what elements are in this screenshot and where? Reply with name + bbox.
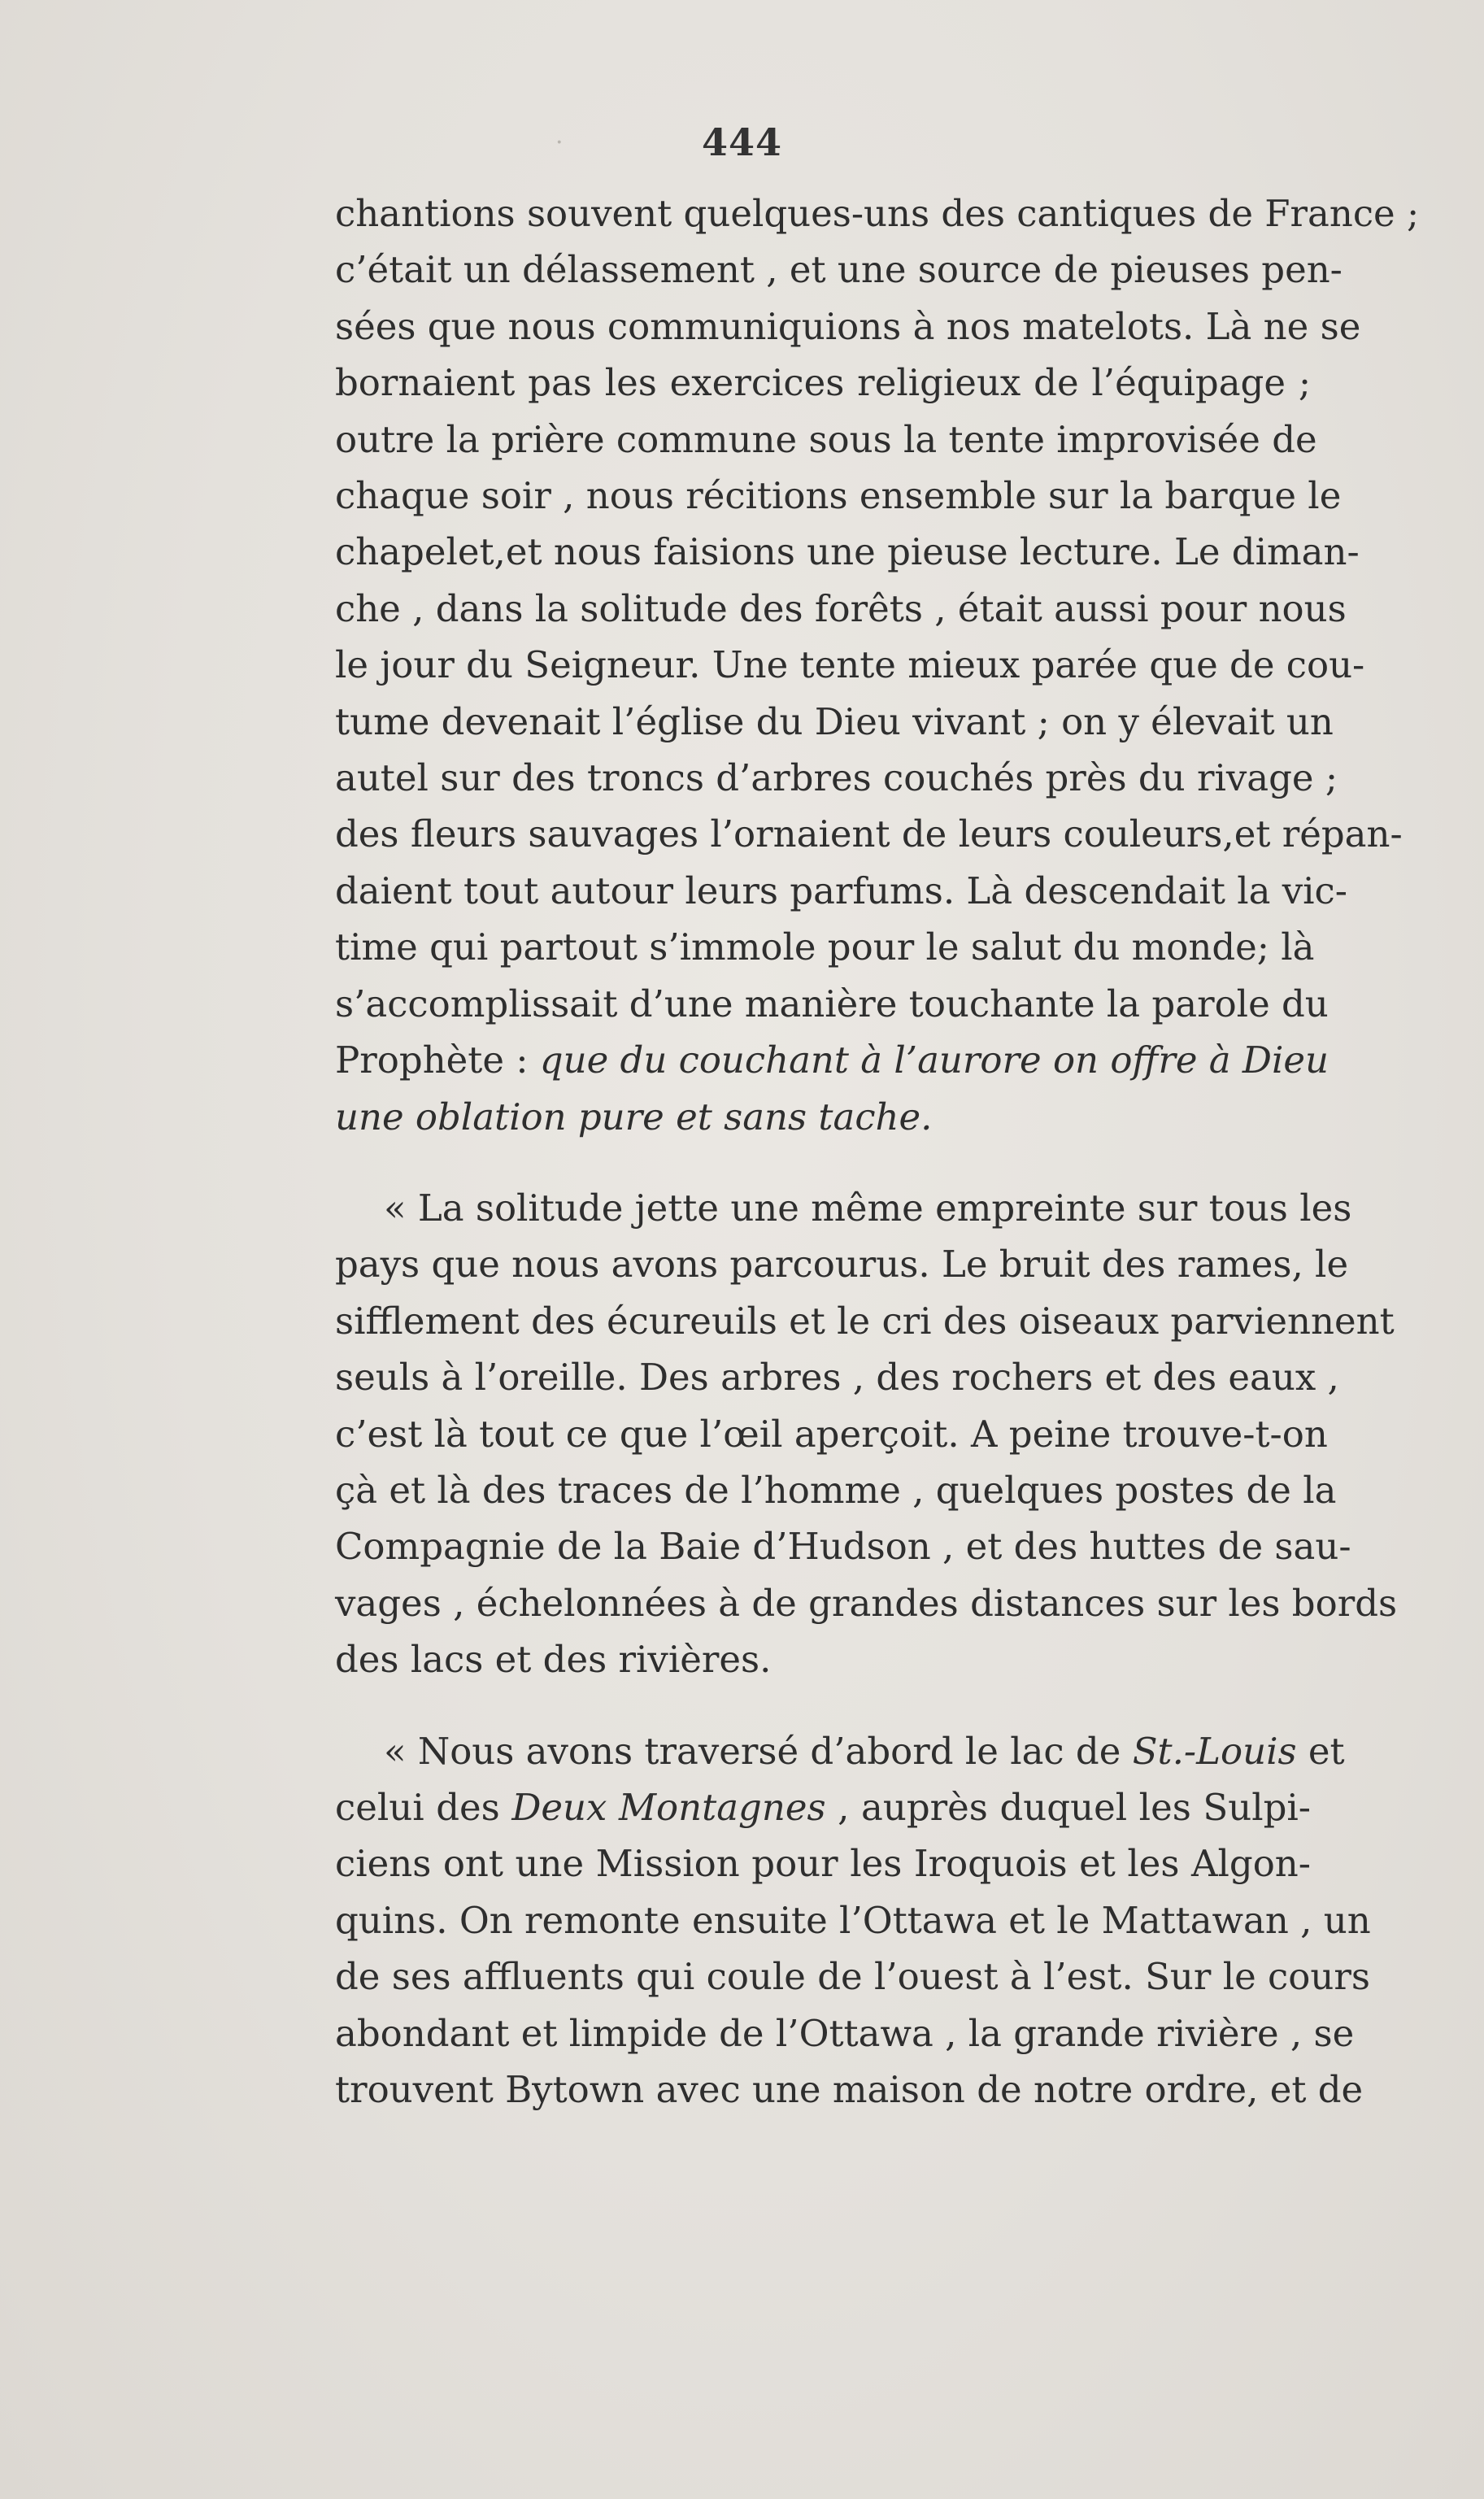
text-run: ciens ont une Mission pour les Iroquois et les Algon- xyxy=(335,1842,1311,1886)
text-line xyxy=(335,750,1338,806)
text-run: sées que nous communiquions à nos matelots. Là ne se xyxy=(335,304,1361,348)
text-line xyxy=(335,1723,1345,1779)
text-line xyxy=(335,1089,1311,1145)
text-run: chapelet,et nous faisions une pieuse lecture. Le diman- xyxy=(335,530,1360,574)
text-run: sifflement des écureuils et le cri des oiseaux parviennent xyxy=(335,1299,1395,1343)
text-line xyxy=(335,1575,1398,1631)
text-line xyxy=(335,1236,1349,1292)
text-run: c’est là tout ce que l’œil aperçoit. A peine trouve-t-on xyxy=(335,1412,1328,1456)
text-run: che , dans la solitude des forêts , était aussi pour nous xyxy=(335,586,1347,630)
text-line xyxy=(335,2005,1355,2061)
text-line xyxy=(335,524,1360,580)
text-run: time qui partout s’immole pour le salut du monde; là xyxy=(335,925,1315,969)
text-run: Compagnie de la Baie d’Hudson , et des huttes de sau- xyxy=(335,1525,1351,1569)
text-run: çà et là des traces de l’homme , quelques postes de la xyxy=(335,1468,1337,1512)
text-line xyxy=(335,1835,1311,1892)
text-line xyxy=(335,919,1315,975)
text-run: chaque soir , nous récitions ensemble sur la barque le xyxy=(335,474,1342,518)
text-line xyxy=(335,1032,1329,1088)
text-line xyxy=(335,298,1361,355)
text-run: Prophète : xyxy=(335,1038,540,1082)
paragraph xyxy=(335,185,1420,1145)
text-run: tume devenait l’église du Dieu vivant ; on y élevait un xyxy=(335,699,1334,743)
text-line xyxy=(335,806,1403,862)
text-run: « Nous avons traversé d’abord le lac de xyxy=(384,1729,1133,1773)
text-line xyxy=(335,1406,1328,1462)
text-run: quins. On remonte ensuite l’Ottawa et le Mattawan , un xyxy=(335,1898,1371,1942)
text-line xyxy=(335,1779,1311,1835)
text-run: le jour du Seigneur. Une tente mieux parée que de cou- xyxy=(335,643,1365,687)
text-run: c’était un délassement , et une source de pieuses pen- xyxy=(335,248,1343,292)
text-run: celui des xyxy=(335,1785,512,1829)
text-line xyxy=(335,2061,1364,2118)
text-run: s’accomplissait d’une manière touchante la parole du xyxy=(335,982,1329,1025)
text-line xyxy=(335,581,1347,637)
text-run: de ses affluents qui coule de l’ouest à l’est. Sur le cours xyxy=(335,1955,1370,1999)
text-line xyxy=(335,1518,1351,1574)
text-run: , auprès duquel les Sulpi- xyxy=(825,1785,1311,1829)
body-text xyxy=(335,185,1420,2118)
paragraph xyxy=(335,1723,1371,2118)
page-number: 444 xyxy=(701,120,783,164)
italic-run: Deux Montagnes xyxy=(511,1785,826,1829)
italic-run: que du couchant à l’aurore on offre à Dieu xyxy=(539,1038,1329,1082)
text-run: abondant et limpide de l’Ottawa , la grande rivière , se xyxy=(335,2011,1355,2055)
text-line xyxy=(335,976,1329,1032)
ink-speck: · xyxy=(555,128,564,157)
text-line xyxy=(335,1462,1337,1518)
text-run: bornaient pas les exercices religieux de l’équipage ; xyxy=(335,361,1311,405)
text-line xyxy=(335,1631,1311,1687)
text-run: outre la prière commune sous la tente improvisée de xyxy=(335,417,1317,461)
paragraph xyxy=(335,1180,1398,1688)
text-run: vages , échelonnées à de grandes distances sur les bords xyxy=(335,1581,1398,1625)
text-run: et xyxy=(1296,1729,1345,1773)
text-line xyxy=(335,1293,1395,1349)
text-line xyxy=(335,1349,1339,1405)
italic-run: St.-Louis xyxy=(1132,1729,1297,1773)
italic-run: une oblation pure et sans tache. xyxy=(335,1095,933,1138)
text-run: trouvent Bytown avec une maison de notre ordre, et de xyxy=(335,2068,1364,2111)
text-run: autel sur des troncs d’arbres couchés près du rivage ; xyxy=(335,756,1338,800)
text-line xyxy=(335,411,1317,468)
text-run: des fleurs sauvages l’ornaient de leurs couleurs,et répan- xyxy=(335,812,1403,856)
text-line xyxy=(335,1948,1370,2005)
text-line xyxy=(335,863,1347,919)
text-run: des lacs et des rivières. xyxy=(335,1638,772,1682)
text-run: seuls à l’oreille. Des arbres , des rochers et des eaux , xyxy=(335,1356,1339,1400)
text-line xyxy=(335,1180,1352,1236)
text-line xyxy=(335,185,1420,242)
text-line xyxy=(335,1892,1371,1948)
text-line xyxy=(335,637,1365,693)
text-run: pays que nous avons parcourus. Le bruit des rames, le xyxy=(335,1243,1349,1287)
text-line xyxy=(335,242,1343,298)
text-run: chantions souvent quelques-uns des cantiques de France ; xyxy=(335,192,1420,235)
text-line xyxy=(335,355,1311,411)
text-line xyxy=(335,694,1334,750)
text-run: « La solitude jette une même empreinte sur tous les xyxy=(384,1186,1352,1230)
text-line xyxy=(335,468,1342,524)
text-run: daient tout autour leurs parfums. Là descendait la vic- xyxy=(335,869,1347,912)
